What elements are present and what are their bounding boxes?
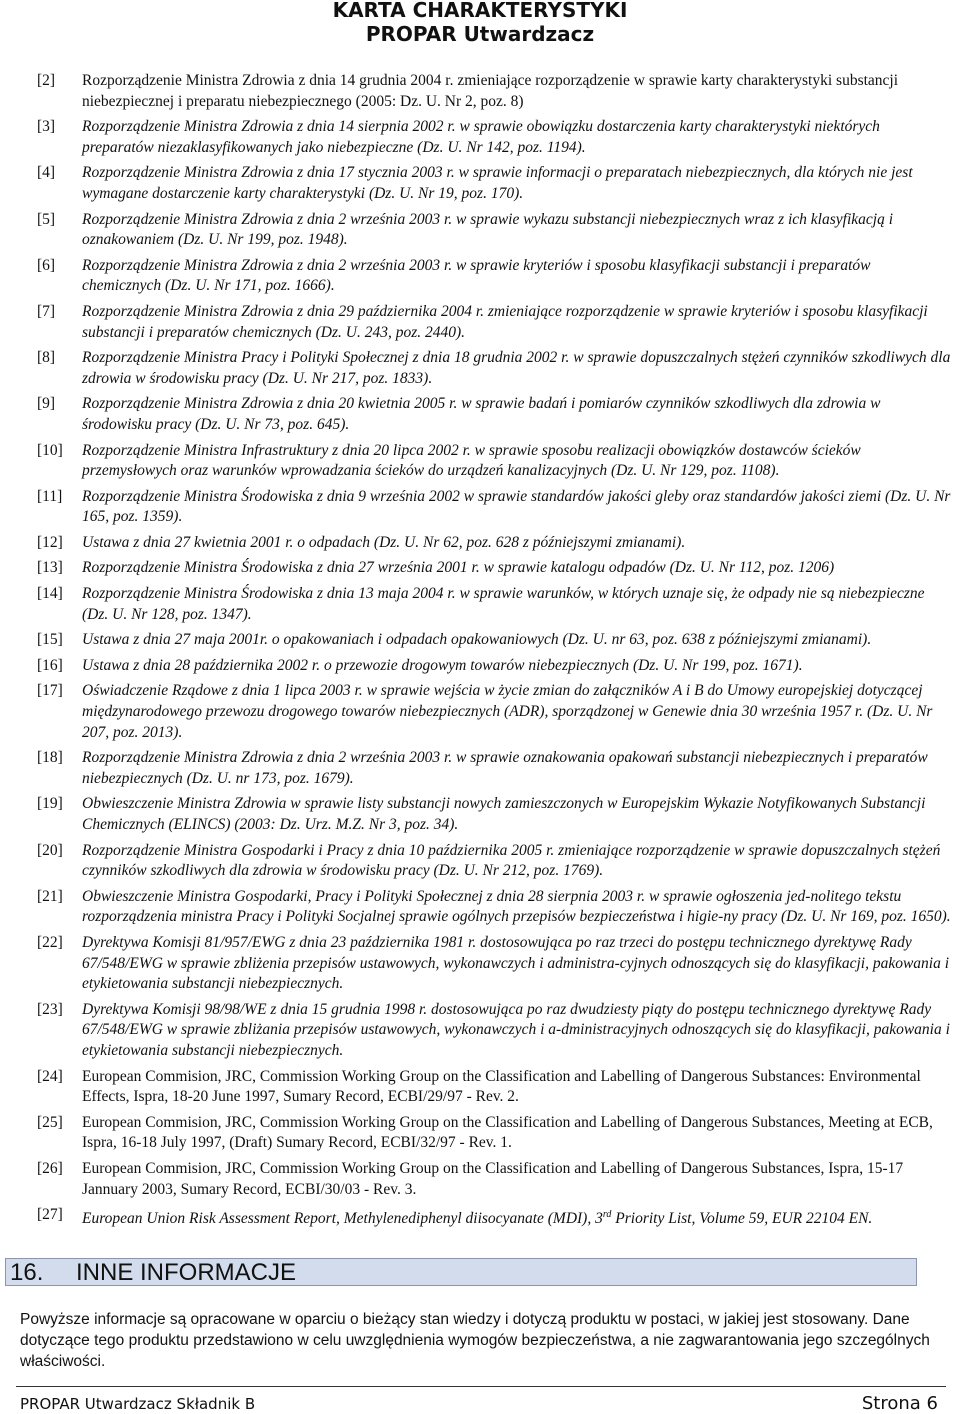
reference-item xyxy=(37,630,952,651)
reference-text: European Commision, JRC, Commission Working Group on the Classification and Labelling of Dangerous Substances: Environmental Effects, Ispra, 18-20 June 1997, Sumary Record, ECBI/29/97 - Rev. 2. xyxy=(82,1067,921,1106)
reference-item xyxy=(37,748,952,789)
reference-number: [24] xyxy=(37,1067,63,1085)
reference-item xyxy=(37,256,952,297)
reference-item xyxy=(37,1205,952,1230)
reference-text: Rozporządzenie Ministra Gospodarki i Pracy z dnia 10 października 2005 r. zmieniające rozporządzenie w sprawie dopuszczalnych stężeń czynników szkodliwych dla zdrowia w środowisku pracy (Dz. U. Nr 212, poz. 1769). xyxy=(82,841,941,880)
reference-number: [5] xyxy=(37,210,56,228)
reference-item xyxy=(37,533,952,554)
reference-number: [10] xyxy=(37,441,63,459)
reference-item xyxy=(37,71,952,112)
reference-number: [9] xyxy=(37,395,56,413)
reference-text: Rozporządzenie Ministra Zdrowia z dnia 17 stycznia 2003 r. w sprawie informacji o preparatach niebezpiecznych, dla których nie jest wymagane dostarczenie karty charakterystyki (Dz. U. Nr 19, poz. 170). xyxy=(82,164,913,202)
reference-text: Rozporządzenie Ministra Środowiska z dnia 13 maja 2004 r. w sprawie warunków, w których uznaje się, że odpady nie są niebezpieczne (Dz. U. Nr 128, poz. 1347). xyxy=(82,585,925,623)
reference-number: [18] xyxy=(37,749,63,767)
reference-number: [4] xyxy=(37,164,56,182)
document-header xyxy=(0,0,960,46)
reference-item xyxy=(37,558,952,579)
reference-item xyxy=(37,681,952,743)
reference-text-part: Priority List, Volume 59, EUR 22104 EN. xyxy=(611,1210,873,1228)
product-name: PROPAR Utwardzacz xyxy=(365,22,595,46)
reference-number: [16] xyxy=(37,656,63,674)
reference-text: Rozporządzenie Ministra Zdrowia z dnia 2 września 2003 r. w sprawie kryteriów i sposobu klasyfikacji substancji i preparatów chemicznych (Dz. U. Nr 171, poz. 1666). xyxy=(82,256,871,295)
reference-text: Ustawa z dnia 27 maja 2001r. o opakowaniach i odpadach opakowaniowych (Dz. U. nr 63, poz. 638 z późniejszymi zmianami). xyxy=(82,631,872,649)
references-list xyxy=(37,71,952,1230)
reference-item xyxy=(37,841,952,882)
other-information-text: Powyższe informacje są opracowane w oparciu o bieżący stan wiedzy i dotyczą produktu w postaci, w jakiej jest stosowany. Dane dotyczące tego produktu przedstawiono w celu uwzględnienia wymogów bezpieczeństwa, a nie zagwarantowania jego szczególnych właściwości. xyxy=(20,1311,930,1370)
reference-text: Rozporządzenie Ministra Zdrowia z dnia 20 kwietnia 2005 r. w sprawie badań i pomiarów czynników szkodliwych dla zdrowia w środowisku pracy (Dz. U. Nr 73, poz. 645). xyxy=(82,395,881,433)
reference-text: Rozporządzenie Ministra Zdrowia z dnia 29 października 2004 r. zmieniające rozporządzenie w sprawie kryteriów i sposobu klasyfikacji substancji i preparatów chemicznych (Dz. U. 243, poz. 2440). xyxy=(82,302,928,341)
reference-text: Rozporządzenie Ministra Zdrowia z dnia 2 września 2003 r. w sprawie oznakowania opakowań substancji niebezpiecznych i preparatów niebezpiecznych (Dz. U. nr 173, poz. 1679). xyxy=(82,749,928,787)
reference-number: [3] xyxy=(37,118,56,136)
reference-text: Ustawa z dnia 28 października 2002 r. o przewozie drogowym towarów niebezpiecznych (Dz. U. Nr 199, poz. 1671). xyxy=(82,656,803,674)
reference-number: [27] xyxy=(37,1206,63,1224)
section-number: 16. xyxy=(10,1259,44,1286)
reference-number: [21] xyxy=(37,887,63,905)
reference-number: [7] xyxy=(37,302,56,320)
reference-item xyxy=(37,487,952,528)
reference-number: [13] xyxy=(37,559,63,577)
reference-item xyxy=(37,302,952,343)
reference-text: Rozporządzenie Ministra Zdrowia z dnia 14 grudnia 2004 r. zmieniające rozporządzenie w sprawie karty charakterystyki substancji niebezpiecznej i preparatu niebezpiecznego (2005: Dz. U. Nr 2, poz. 8) xyxy=(82,72,899,110)
page-number: 6 xyxy=(926,1393,938,1414)
reference-number: [17] xyxy=(37,682,63,700)
reference-text: Rozporządzenie Ministra Pracy i Polityki Społecznej z dnia 18 grudnia 2002 r. w sprawie dopuszczalnych stężeń czynników szkodliwych dla zdrowia w środowisku pracy (Dz. U. Nr 217, poz. 1833). xyxy=(82,349,951,387)
reference-item xyxy=(37,1000,952,1062)
reference-number: [26] xyxy=(37,1159,63,1177)
reference-item xyxy=(37,117,952,158)
reference-text: Obwieszczenie Ministra Zdrowia w sprawie listy substancji nowych zamieszczonych w Europejskim Wykazie Notyfikowanych Substancji Chemicznych (ELINCS) (2003: Dz. Urz. M.Z. Nr 3, poz. 34). xyxy=(82,795,926,833)
page-footer xyxy=(20,1394,938,1414)
reference-text: Rozporządzenie Ministra Infrastruktury z dnia 20 lipca 2002 r. w sprawie sposobu realizacji obowiązków dostawców ścieków przemysłowych oraz warunków wprowadzania ścieków do urządzeń kanalizacyjnych (Dz. U. Nr 129, poz. 1108). xyxy=(82,441,861,480)
reference-text: Dyrektywa Komisji 98/98/WE z dnia 15 grudnia 1998 r. dostosowująca po raz dwudziesty piąty do postępu technicznego dyrektywę Rady 67/548/EWG w sprawie zbliżania przepisów ustawowych, wykonawczych i a-dministracyjnych odnoszących się do klasyfikacji, pakowania i etykietowania substancji niebezpiecznych. xyxy=(82,1000,950,1059)
reference-item xyxy=(37,656,952,677)
reference-item xyxy=(37,163,952,204)
reference-item xyxy=(37,348,952,389)
reference-item xyxy=(37,394,952,435)
document-title: KARTA CHARAKTERYSTYKI xyxy=(332,0,628,22)
reference-number: [22] xyxy=(37,933,63,951)
reference-item xyxy=(37,1113,952,1154)
reference-number: [15] xyxy=(37,631,63,649)
reference-number: [19] xyxy=(37,795,63,813)
reference-item xyxy=(37,887,952,928)
reference-text-part: European Union Risk Assessment Report, Methylenediphenyl diisocyanate (MDI), 3 xyxy=(82,1210,603,1228)
reference-number: [25] xyxy=(37,1113,63,1131)
reference-text xyxy=(82,1205,952,1230)
reference-item xyxy=(37,933,952,995)
reference-number: [20] xyxy=(37,841,63,859)
reference-text: Rozporządzenie Ministra Środowiska z dnia 27 września 2001 r. w sprawie katalogu odpadów (Dz. U. Nr 112, poz. 1206) xyxy=(82,559,835,577)
reference-item xyxy=(37,1067,952,1108)
reference-item xyxy=(37,794,952,835)
reference-item xyxy=(37,441,952,482)
reference-text: European Commision, JRC, Commission Working Group on the Classification and Labelling of Dangerous Substances, Meeting at ECB, Ispra, 16-18 July 1997, (Draft) Sumary Record, ECBI/32/97 - Rev. 1. xyxy=(82,1113,933,1152)
footer-divider xyxy=(16,1386,946,1387)
reference-text: Ustawa z dnia 27 kwietnia 2001 r. o odpadach (Dz. U. Nr 62, poz. 628 z późniejszymi zmianami). xyxy=(82,533,686,551)
page-label: Strona xyxy=(861,1393,921,1414)
reference-number: [12] xyxy=(37,533,63,551)
reference-item xyxy=(37,1159,952,1200)
reference-item xyxy=(37,210,952,251)
reference-text: Rozporządzenie Ministra Zdrowia z dnia 14 sierpnia 2002 r. w sprawie obowiązku dostarczenia karty charakterystyki niektórych preparatów niezaklasyfikowanych jako niebezpieczne (Dz. U. Nr 142, poz. 1194). xyxy=(82,118,880,156)
reference-text: Rozporządzenie Ministra Zdrowia z dnia 2 września 2003 r. w sprawie wykazu substancji niebezpiecznych wraz z ich klasyfikacją i oznakowaniem (Dz. U. Nr 199, poz. 1948). xyxy=(82,210,894,249)
reference-text: Oświadczenie Rządowe z dnia 1 lipca 2003 r. w sprawie wejścia w życie zmian do załączników A i B do Umowy europejskiej dotyczącej międzynarodowego przewozu drogowego towarów niebezpiecznych (ADR), sporządzonej w Genewie dnia 30 września 1957 r. (Dz. U. Nr 207, poz. 2013). xyxy=(82,682,933,741)
reference-number: [11] xyxy=(37,487,63,505)
reference-number: [8] xyxy=(37,349,56,367)
reference-text: Obwieszczenie Ministra Gospodarki, Pracy i Polityki Społecznej z dnia 28 sierpnia 2003 r. w sprawie ogłoszenia jed-nolitego tekstu rozporządzenia ministra Pracy i Polityki Socjalnej sprawie ogólnych przepisów bezpieczeństwa i higie-ny pracy (Dz. U. Nr 169, poz. 1650). xyxy=(82,887,951,926)
footer-product: PROPAR Utwardzacz Składnik B xyxy=(20,1395,256,1413)
ordinal-superscript: rd xyxy=(602,1209,612,1221)
reference-number: [6] xyxy=(37,256,56,274)
page-indicator xyxy=(862,1394,938,1414)
reference-text: Dyrektywa Komisji 81/957/EWG z dnia 23 października 1981 r. dostosowująca po raz trzeci do postępu technicznego dyrektywę Rady 67/548/EWG w sprawie zbliżenia przepisów ustawowych, wykonawczych i administra-cyjnych odnoszących się do klasyfikacji, pakowania i etykietowania substancji niebezpiecznych. xyxy=(82,933,950,993)
reference-number: [14] xyxy=(37,585,63,603)
section-title: INNE INFORMACJE xyxy=(76,1259,297,1286)
reference-item xyxy=(37,584,952,625)
reference-number: [23] xyxy=(37,1000,63,1018)
reference-number: [2] xyxy=(37,72,56,89)
reference-text: European Commision, JRC, Commission Working Group on the Classification and Labelling of Dangerous Substances, Ispra, 15-17 Jannuary 2003, Sumary Record, ECBI/30/03 - Rev. 3. xyxy=(82,1159,904,1198)
section-16-heading xyxy=(5,1258,917,1286)
reference-text: Rozporządzenie Ministra Środowiska z dnia 9 września 2002 w sprawie standardów jakości gleby oraz standardów jakości ziemi (Dz. U. Nr 165, poz. 1359). xyxy=(82,487,951,526)
